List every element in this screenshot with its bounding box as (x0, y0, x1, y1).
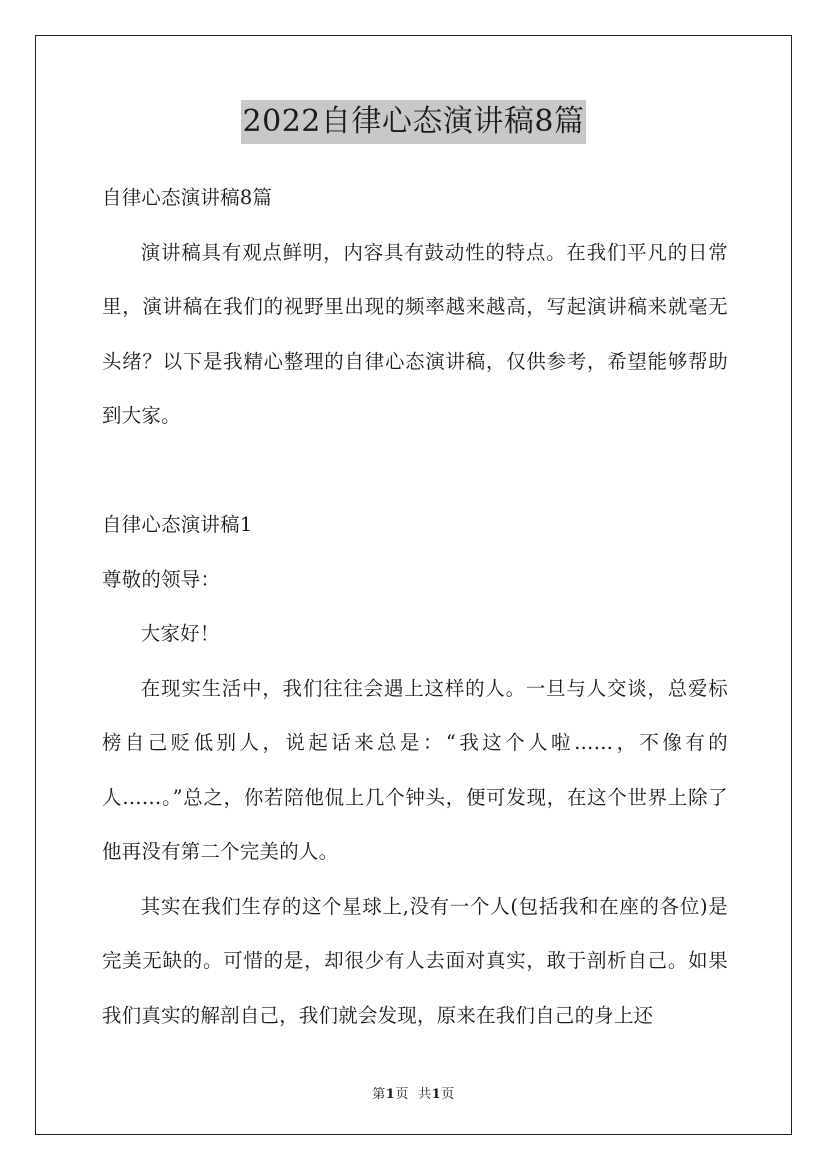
greeting: 大家好！ (140, 622, 220, 645)
total-suffix: 页 (441, 1087, 455, 1102)
subtitle: 自律心态演讲稿8篇 (102, 186, 273, 209)
page-suffix: 页 (395, 1087, 409, 1102)
intro-paragraph: 演讲稿具有观点鲜明，内容具有鼓动性的特点。在我们平凡的日常里，演讲稿在我们的视野里出现的频率越来越高，写起演讲稿来就毫无头绪？以下是我精心整理的自律心态演讲稿，仅供参考，希望能够帮助到大家。 (102, 240, 728, 427)
page-prefix: 第 (372, 1087, 386, 1102)
document-body (102, 171, 728, 1043)
page-number: 1 (385, 1087, 396, 1102)
blank-line (102, 444, 728, 499)
section-heading: 自律心态演讲稿1 (102, 513, 253, 536)
title-container (0, 100, 827, 144)
salutation: 尊敬的领导： (102, 567, 221, 591)
document-title: 2022自律心态演讲稿8篇 (241, 100, 587, 144)
body-paragraph: 其实在我们生存的这个星球上,没有一个人(包括我和在座的各位)是完美无缺的。可惜的是，却很少有人去面对真实，敢于剖析自己。如果我们真实的解剖自己，我们就会发现，原来在我们自己的身上还 (102, 894, 728, 1027)
total-prefix: 共 (418, 1087, 432, 1102)
total-pages: 1 (431, 1087, 442, 1102)
body-paragraph: 在现实生活中，我们往往会遇上这样的人。一旦与人交谈，总爱标榜自己贬低别人，说起话来总是：“我这个人啦……，不像有的人……。”总之，你若陪他侃上几个钟头，便可发现，在这个世界上除了他再没有第二个完美的人。 (102, 676, 728, 863)
page-footer (0, 1083, 827, 1102)
